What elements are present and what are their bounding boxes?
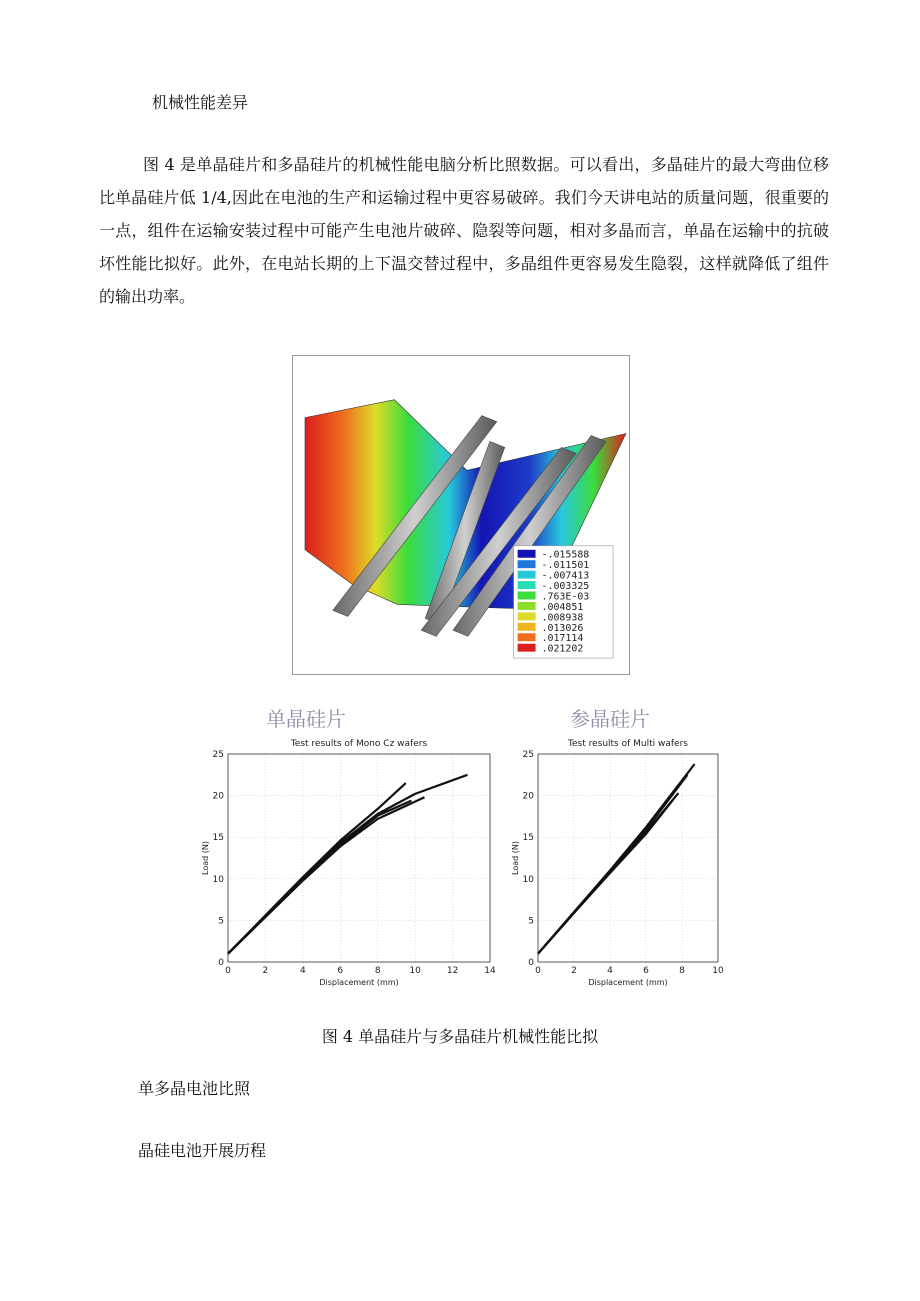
multi-wafer-label: 参晶硅片 bbox=[570, 707, 650, 731]
x-axis-label: Displacement (mm) bbox=[319, 978, 399, 987]
legend-value: -.011501 bbox=[541, 560, 590, 572]
chart-title: Test results of Mono Cz wafers bbox=[290, 739, 428, 749]
y-axis-label: Load (N) bbox=[201, 841, 210, 875]
x-tick-label: 8 bbox=[679, 966, 685, 976]
x-tick-label: 14 bbox=[484, 966, 496, 976]
legend-value: .021202 bbox=[541, 643, 584, 655]
y-tick-label: 10 bbox=[212, 874, 224, 885]
fem-simulation-figure bbox=[292, 355, 630, 675]
x-tick-label: 12 bbox=[446, 966, 459, 976]
x-tick-label: 6 bbox=[643, 966, 649, 976]
y-tick-label: 5 bbox=[218, 916, 224, 927]
section-title-mechanical: 机械性能差异 bbox=[152, 93, 249, 112]
x-tick-label: 4 bbox=[299, 966, 306, 976]
x-tick-label: 0 bbox=[535, 966, 541, 976]
series-line bbox=[228, 797, 425, 953]
x-tick-label: 10 bbox=[409, 966, 421, 976]
fem-legend bbox=[514, 546, 613, 658]
legend-swatch bbox=[518, 633, 536, 641]
legend-value: .008938 bbox=[541, 612, 584, 624]
x-tick-label: 0 bbox=[225, 966, 231, 976]
y-tick-label: 25 bbox=[212, 750, 224, 760]
legend-value: .017114 bbox=[541, 633, 584, 645]
y-tick-label: 0 bbox=[528, 958, 534, 968]
y-tick-label: 15 bbox=[522, 833, 534, 844]
y-tick-label: 15 bbox=[212, 833, 224, 844]
chart-title: Test results of Multi wafers bbox=[568, 739, 688, 749]
legend-swatch bbox=[518, 560, 536, 568]
x-tick-label: 10 bbox=[712, 966, 724, 976]
section-title-history: 晶硅电池开展历程 bbox=[138, 1141, 267, 1160]
x-tick-label: 2 bbox=[571, 966, 577, 976]
legend-swatch bbox=[518, 581, 536, 589]
y-tick-label: 25 bbox=[522, 750, 534, 760]
plot-frame bbox=[538, 754, 718, 962]
legend-value: .763E-03 bbox=[541, 591, 590, 603]
y-tick-label: 5 bbox=[528, 916, 534, 927]
series-line bbox=[228, 801, 411, 954]
legend-value: -.015588 bbox=[541, 549, 590, 561]
y-tick-label: 20 bbox=[522, 791, 534, 802]
legend-swatch bbox=[518, 644, 536, 652]
legend-value: -.007413 bbox=[541, 570, 590, 582]
figure-caption: 图 4 单晶硅片与多晶硅片机械性能比拟 bbox=[321, 1027, 599, 1046]
series-line bbox=[228, 775, 468, 954]
legend-value: .004851 bbox=[541, 601, 584, 613]
legend-value: .013026 bbox=[541, 622, 584, 634]
mono-wafer-label: 单晶硅片 bbox=[266, 707, 346, 731]
y-tick-label: 20 bbox=[212, 791, 224, 802]
legend-swatch bbox=[518, 571, 536, 579]
x-tick-label: 8 bbox=[374, 966, 381, 976]
x-tick-label: 6 bbox=[337, 966, 344, 976]
legend-swatch bbox=[518, 612, 536, 620]
legend-swatch bbox=[518, 623, 536, 631]
fem-simulation-graphic bbox=[293, 356, 629, 674]
x-tick-label: 2 bbox=[262, 966, 269, 976]
x-axis-label: Displacement (mm) bbox=[588, 978, 668, 987]
y-tick-label: 10 bbox=[522, 874, 534, 885]
y-axis-label: Load (N) bbox=[511, 841, 520, 875]
legend-value: -.003325 bbox=[541, 581, 590, 593]
legend-swatch bbox=[518, 602, 536, 610]
plot-frame bbox=[228, 754, 490, 962]
section-title-comparison: 单多晶电池比照 bbox=[138, 1079, 251, 1098]
legend-swatch bbox=[518, 550, 536, 558]
body-paragraph: 图 4 是单晶硅片和多晶硅片的机械性能电脑分析比照数据。可以看出，多晶硅片的最大弯曲位移比单晶硅片低 1/4,因此在电池的生产和运输过程中更容易破碎。我们今天讲电站的质量问题，很重要的一点，组件在运输安装过程中可能产生电池片破碎、隐裂等问题，相对多晶而言，单晶在运输中的抗破坏性能比拟好。此外，在电站长期的上下温交替过程中，多晶组件更容易发生隐裂，这样就降低了组件的输出功率。 bbox=[99, 155, 829, 306]
x-tick-label: 4 bbox=[607, 966, 613, 976]
legend-swatch bbox=[518, 592, 536, 600]
y-tick-label: 0 bbox=[218, 958, 224, 968]
mono-load-displacement-chart bbox=[190, 732, 500, 992]
multi-load-displacement-chart bbox=[500, 732, 740, 992]
